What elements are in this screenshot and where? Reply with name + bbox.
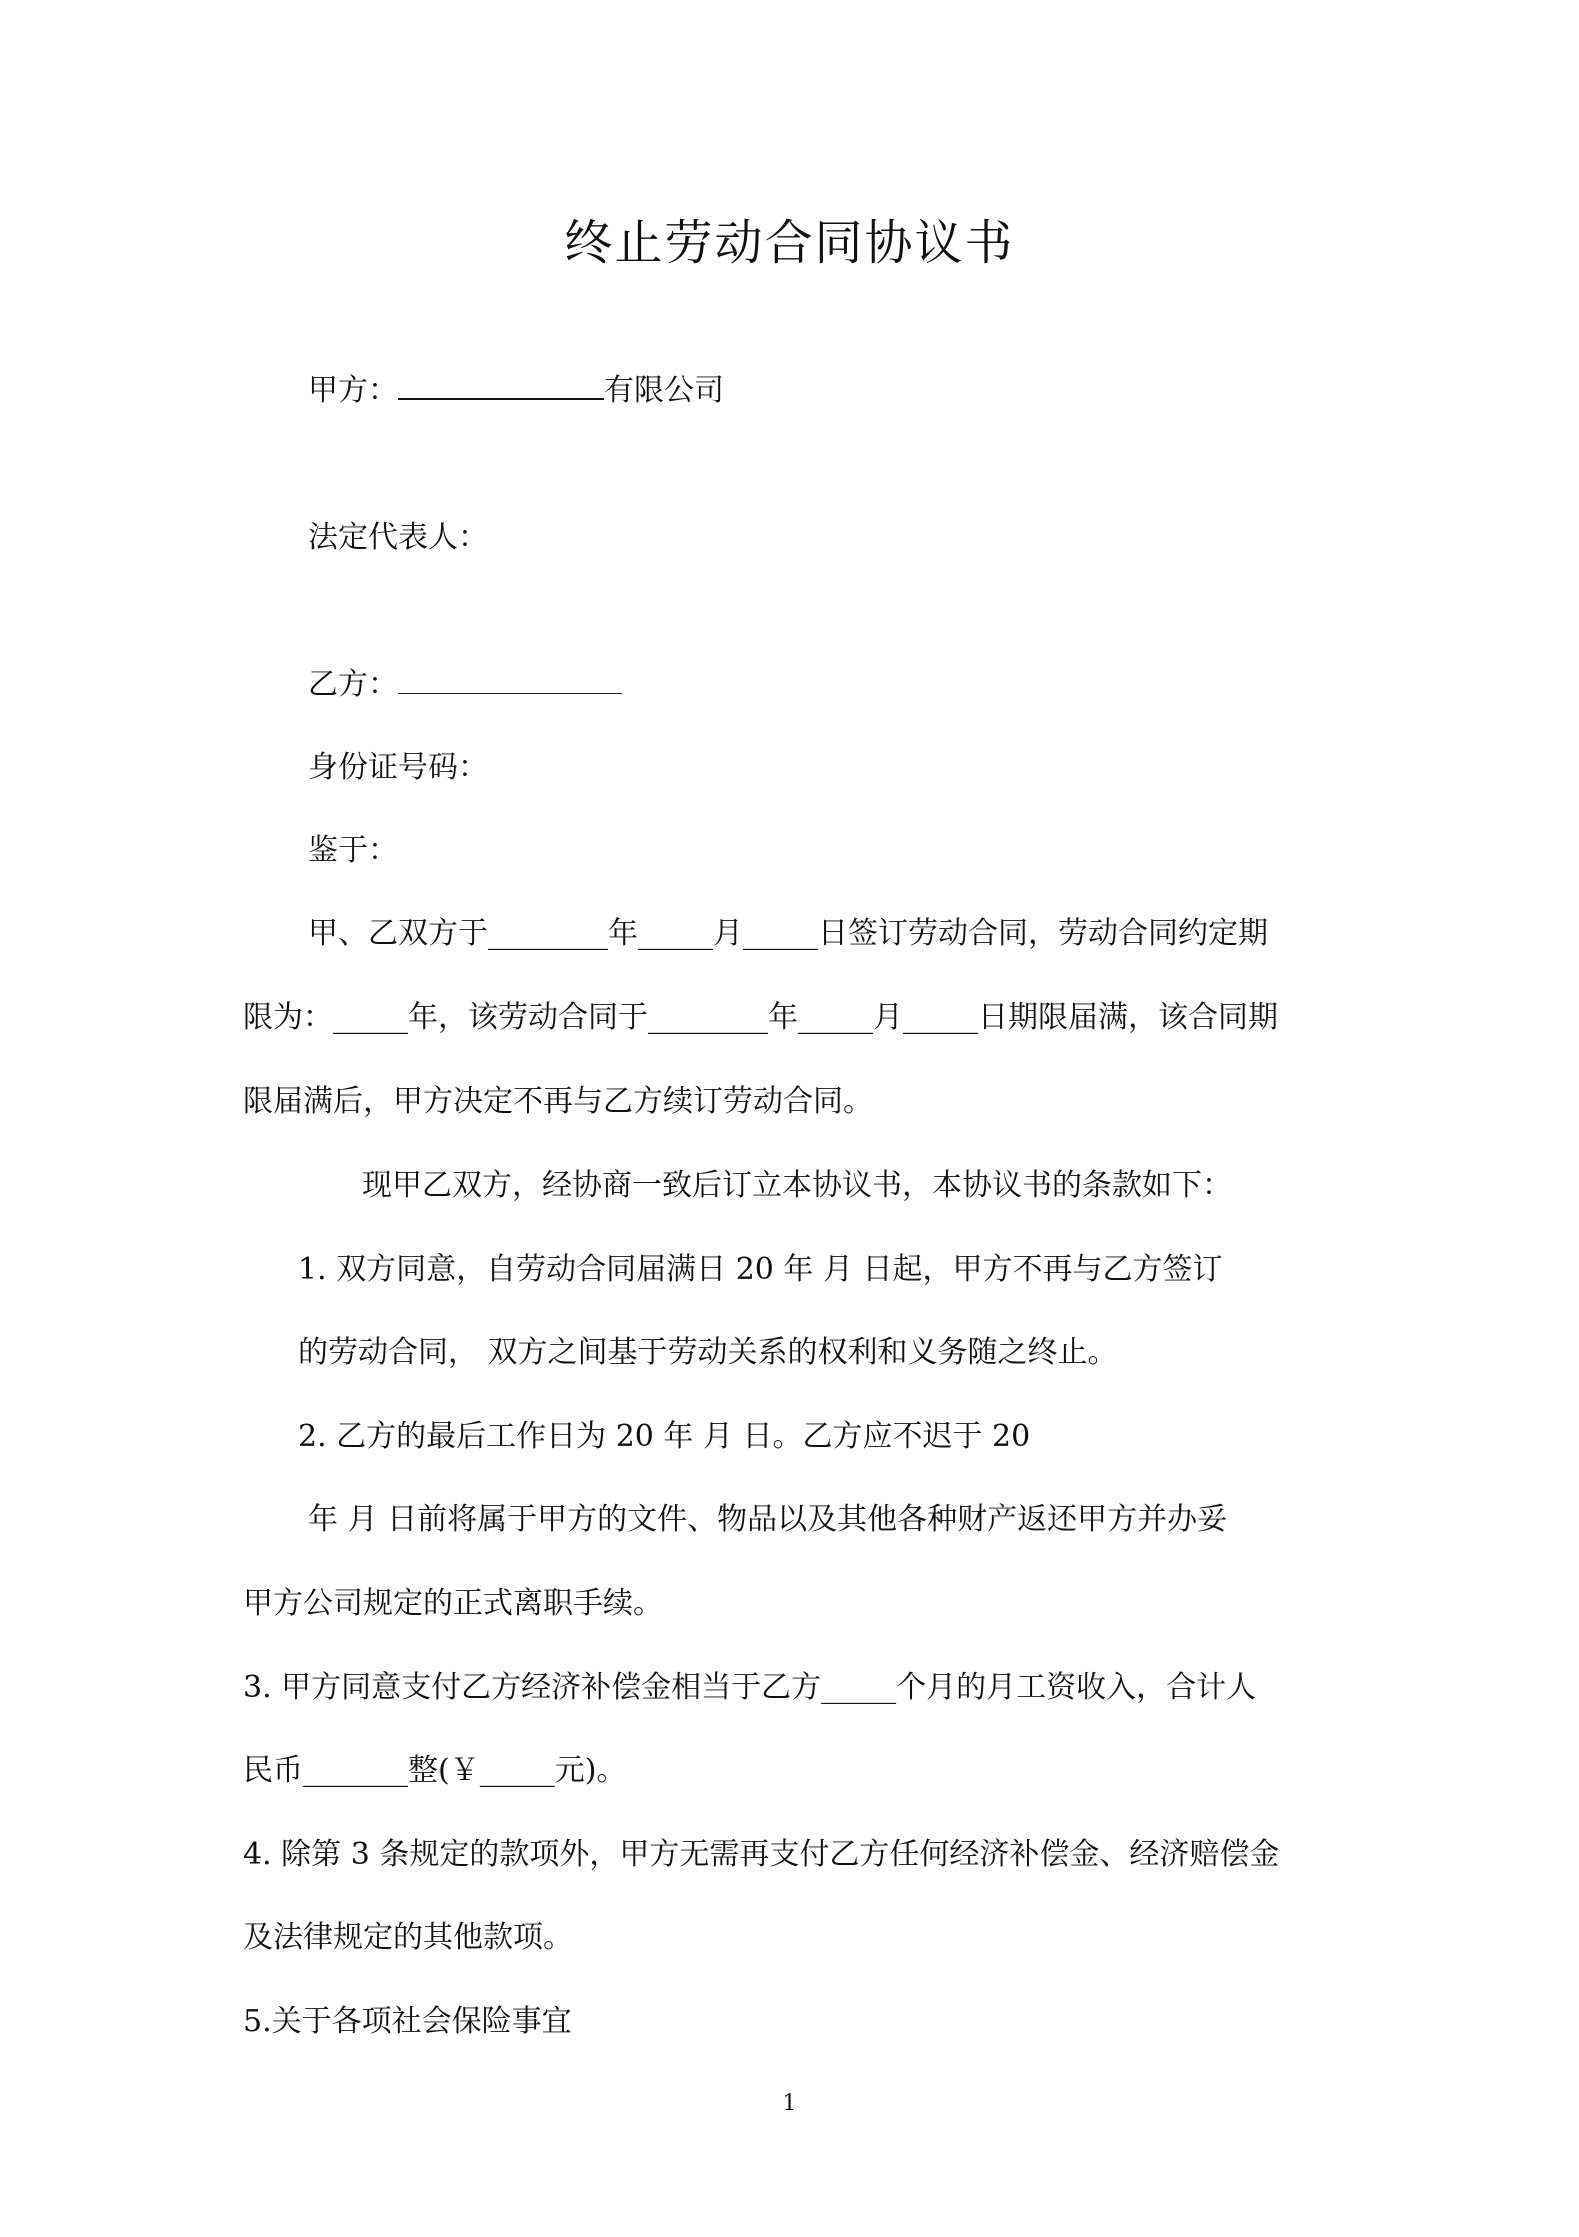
- id-number-line: 身份证号码：: [308, 750, 488, 785]
- paragraph-1-line-1: 甲、乙双方于________年_____月_____日签订劳动合同，劳动合同约定期: [308, 916, 1268, 951]
- party-b-line: [308, 663, 622, 705]
- item-3-line-2: 民币_______整(￥_____元)。: [243, 1753, 627, 1788]
- document-title: 终止劳动合同协议书: [564, 215, 1015, 271]
- item-5: 5.关于各项社会保险事宜: [243, 2004, 572, 2039]
- item-2-line-3: 甲方公司规定的正式离职手续。: [243, 1586, 663, 1621]
- item-3-line-1: 3. 甲方同意支付乙方经济补偿金相当于乙方_____个月的月工资收入，合计人: [243, 1670, 1257, 1705]
- party-a-blank: [398, 368, 604, 400]
- page-number: 1: [782, 2091, 797, 2116]
- party-a-line: [308, 368, 724, 411]
- whereas-line: 鉴于：: [308, 833, 398, 868]
- item-2-line-1: 2. 乙方的最后工作日为 20 年 月 日。乙方应不迟于 20: [298, 1419, 1031, 1454]
- party-a-suffix: 有限公司: [604, 373, 724, 408]
- item-4-line-1: 4. 除第 3 条规定的款项外，甲方无需再支付乙方任何经济补偿金、经济赔偿金: [243, 1837, 1280, 1872]
- party-b-label: 乙方：: [308, 667, 398, 702]
- paragraph-1-line-3: 限届满后，甲方决定不再与乙方续订劳动合同。: [243, 1084, 873, 1119]
- item-2-line-2: 年 月 日前将属于甲方的文件、物品以及其他各种财产返还甲方并办妥: [308, 1502, 1228, 1537]
- item-1-line-2: 的劳动合同， 双方之间基于劳动关系的权利和义务随之终止。: [298, 1335, 1118, 1370]
- paragraph-2: 现甲乙双方，经协商一致后订立本协议书，本协议书的条款如下：: [362, 1168, 1232, 1203]
- party-b-blank: [398, 663, 622, 694]
- item-4-line-2: 及法律规定的其他款项。: [243, 1920, 573, 1955]
- item-1-line-1: 1. 双方同意，自劳动合同届满日 20 年 月 日起，甲方不再与乙方签订: [298, 1252, 1223, 1287]
- paragraph-1-line-2: 限为：_____年，该劳动合同于________年_____月_____日期限届满，该合同期: [243, 1000, 1278, 1035]
- party-a-label: 甲方：: [308, 373, 398, 408]
- legal-representative: 法定代表人：: [308, 520, 488, 555]
